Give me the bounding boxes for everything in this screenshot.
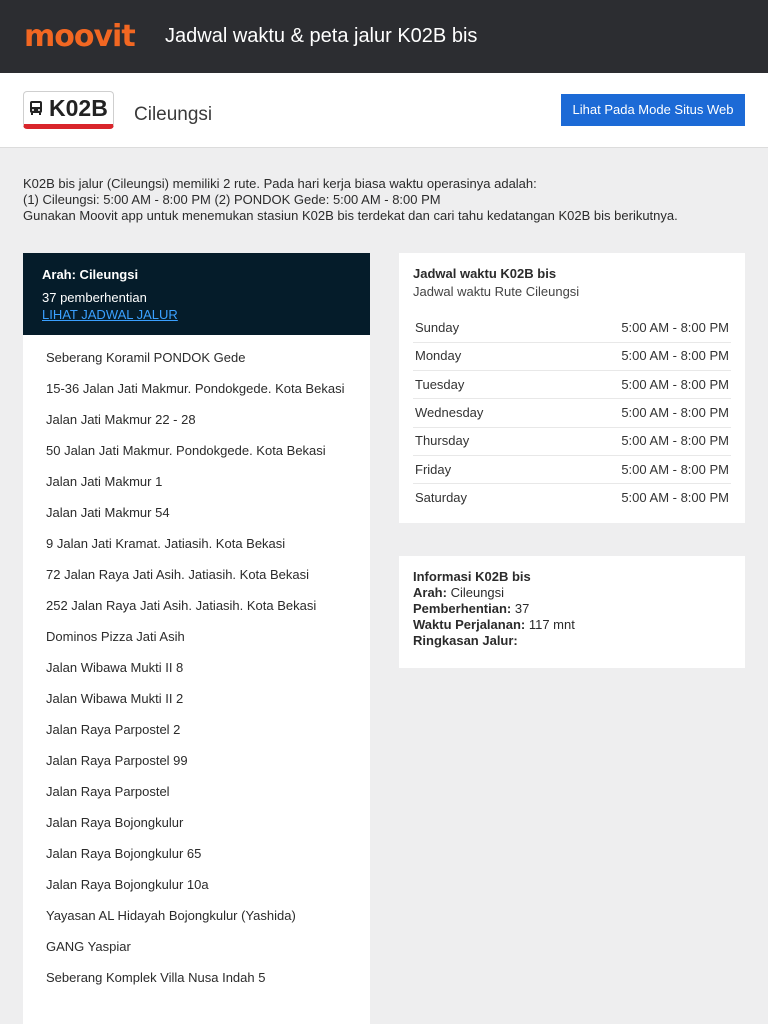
schedule-time: 5:00 AM - 8:00 PM [538, 399, 731, 427]
stop-item[interactable]: Jalan Raya Bojongkulur 65 [46, 846, 202, 861]
schedule-time: 5:00 AM - 8:00 PM [538, 371, 731, 399]
schedule-row [413, 342, 731, 370]
route-direction: Arah: Cileungsi [42, 267, 139, 282]
schedule-row [413, 314, 731, 342]
stop-item[interactable]: Jalan Wibawa Mukti II 8 [46, 660, 184, 675]
info-direction [413, 585, 731, 601]
moovit-logo[interactable]: moovit [24, 19, 135, 54]
info-label: Pemberhentian: [413, 601, 512, 616]
schedule-card [399, 253, 745, 523]
schedule-day: Friday [413, 455, 538, 483]
schedule-day: Monday [413, 342, 538, 370]
schedule-row [413, 371, 731, 399]
stop-item[interactable]: 15-36 Jalan Jati Makmur. Pondokgede. Kota Bekasi [46, 381, 345, 396]
schedule-row [413, 484, 731, 512]
stop-item[interactable]: 50 Jalan Jati Makmur. Pondokgede. Kota Bekasi [46, 443, 326, 458]
stop-item[interactable]: Dominos Pizza Jati Asih [46, 629, 185, 644]
schedule-time: 5:00 AM - 8:00 PM [538, 314, 731, 342]
page-title: Jadwal waktu & peta jalur K02B bis [165, 25, 478, 47]
stop-item[interactable]: Jalan Raya Bojongkulur 10a [46, 877, 209, 892]
schedule-time: 5:00 AM - 8:00 PM [538, 455, 731, 483]
stop-list [23, 335, 370, 986]
intro-line: Gunakan Moovit app untuk menemukan stasiun K02B bis terdekat dan cari tahu kedatangan K02B bis berikutnya. [23, 208, 678, 223]
schedule-row [413, 427, 731, 455]
info-value: 117 mnt [528, 617, 575, 632]
schedule-day: Sunday [413, 314, 538, 342]
info-label: Ringkasan Jalur: [413, 633, 518, 648]
info-title: Informasi K02B bis [413, 569, 531, 584]
info-value: 37 [514, 601, 530, 616]
stop-item[interactable]: 9 Jalan Jati Kramat. Jatiasih. Kota Bekasi [46, 536, 286, 551]
stop-item[interactable]: Jalan Jati Makmur 22 - 28 [46, 412, 196, 427]
schedule-table [413, 314, 731, 512]
stop-item[interactable]: Seberang Komplek Villa Nusa Indah 5 [46, 970, 266, 985]
info-value: Cileungsi [450, 585, 505, 600]
stop-item[interactable]: Jalan Raya Parpostel 99 [46, 753, 188, 768]
schedule-day: Saturday [415, 490, 468, 506]
intro-line: (1) Cileungsi: 5:00 AM - 8:00 PM (2) PONDOK Gede: 5:00 AM - 8:00 PM [23, 192, 441, 207]
stop-item[interactable]: 252 Jalan Raya Jati Asih. Jatiasih. Kota Bekasi [46, 598, 317, 613]
schedule-day: Thursday [413, 427, 538, 455]
intro-line: K02B bis jalur (Cileungsi) memiliki 2 rute. Pada hari kerja biasa waktu operasinya adalah: [23, 176, 537, 191]
stop-item[interactable]: Jalan Wibawa Mukti II 2 [46, 691, 184, 706]
schedule-subtitle: Jadwal waktu Rute Cileungsi [413, 284, 580, 299]
intro-text [23, 176, 745, 224]
info-summary [413, 633, 731, 649]
stop-item[interactable]: Jalan Raya Parpostel 2 [46, 722, 181, 737]
stop-item[interactable]: GANG Yaspiar [46, 939, 131, 954]
route-stop-count: 37 pemberhentian [42, 290, 147, 305]
schedule-day: Wednesday [413, 399, 538, 427]
schedule-row [413, 399, 731, 427]
stop-item[interactable]: Yayasan AL Hidayah Bojongkulur (Yashida) [46, 908, 296, 923]
stop-item[interactable]: 72 Jalan Raya Jati Asih. Jatiasih. Kota Bekasi [46, 567, 310, 582]
route-panel [23, 253, 370, 1024]
stop-item[interactable]: Jalan Raya Parpostel [46, 784, 170, 799]
top-bar [0, 0, 768, 73]
line-badge [23, 91, 114, 129]
schedule-time: 5:00 AM - 8:00 PM [538, 342, 731, 370]
view-route-schedule-link[interactable]: LIHAT JADWAL JALUR [42, 307, 178, 322]
stop-item[interactable]: Seberang Koramil PONDOK Gede [46, 350, 246, 365]
schedule-time: 5:00 AM - 8:00 PM [538, 427, 731, 455]
line-code: K02B [49, 95, 108, 121]
info-card [399, 556, 745, 668]
info-travel-time [413, 617, 731, 633]
stop-item[interactable]: Jalan Jati Makmur 54 [46, 505, 170, 520]
info-label: Arah: [413, 585, 447, 600]
schedule-title: Jadwal waktu K02B bis [413, 266, 557, 281]
info-label: Waktu Perjalanan: [413, 617, 526, 632]
stop-item[interactable]: Jalan Jati Makmur 1 [46, 474, 163, 489]
schedule-time: 5:00 AM - 8:00 PM [621, 490, 729, 506]
schedule-row [413, 455, 731, 483]
info-stops [413, 601, 731, 617]
bus-icon [29, 100, 43, 116]
line-name: Cileungsi [134, 104, 213, 125]
route-header [23, 253, 370, 335]
view-website-button[interactable]: Lihat Pada Mode Situs Web [561, 94, 745, 126]
stop-item[interactable]: Jalan Raya Bojongkulur [46, 815, 184, 830]
schedule-day: Tuesday [413, 371, 538, 399]
